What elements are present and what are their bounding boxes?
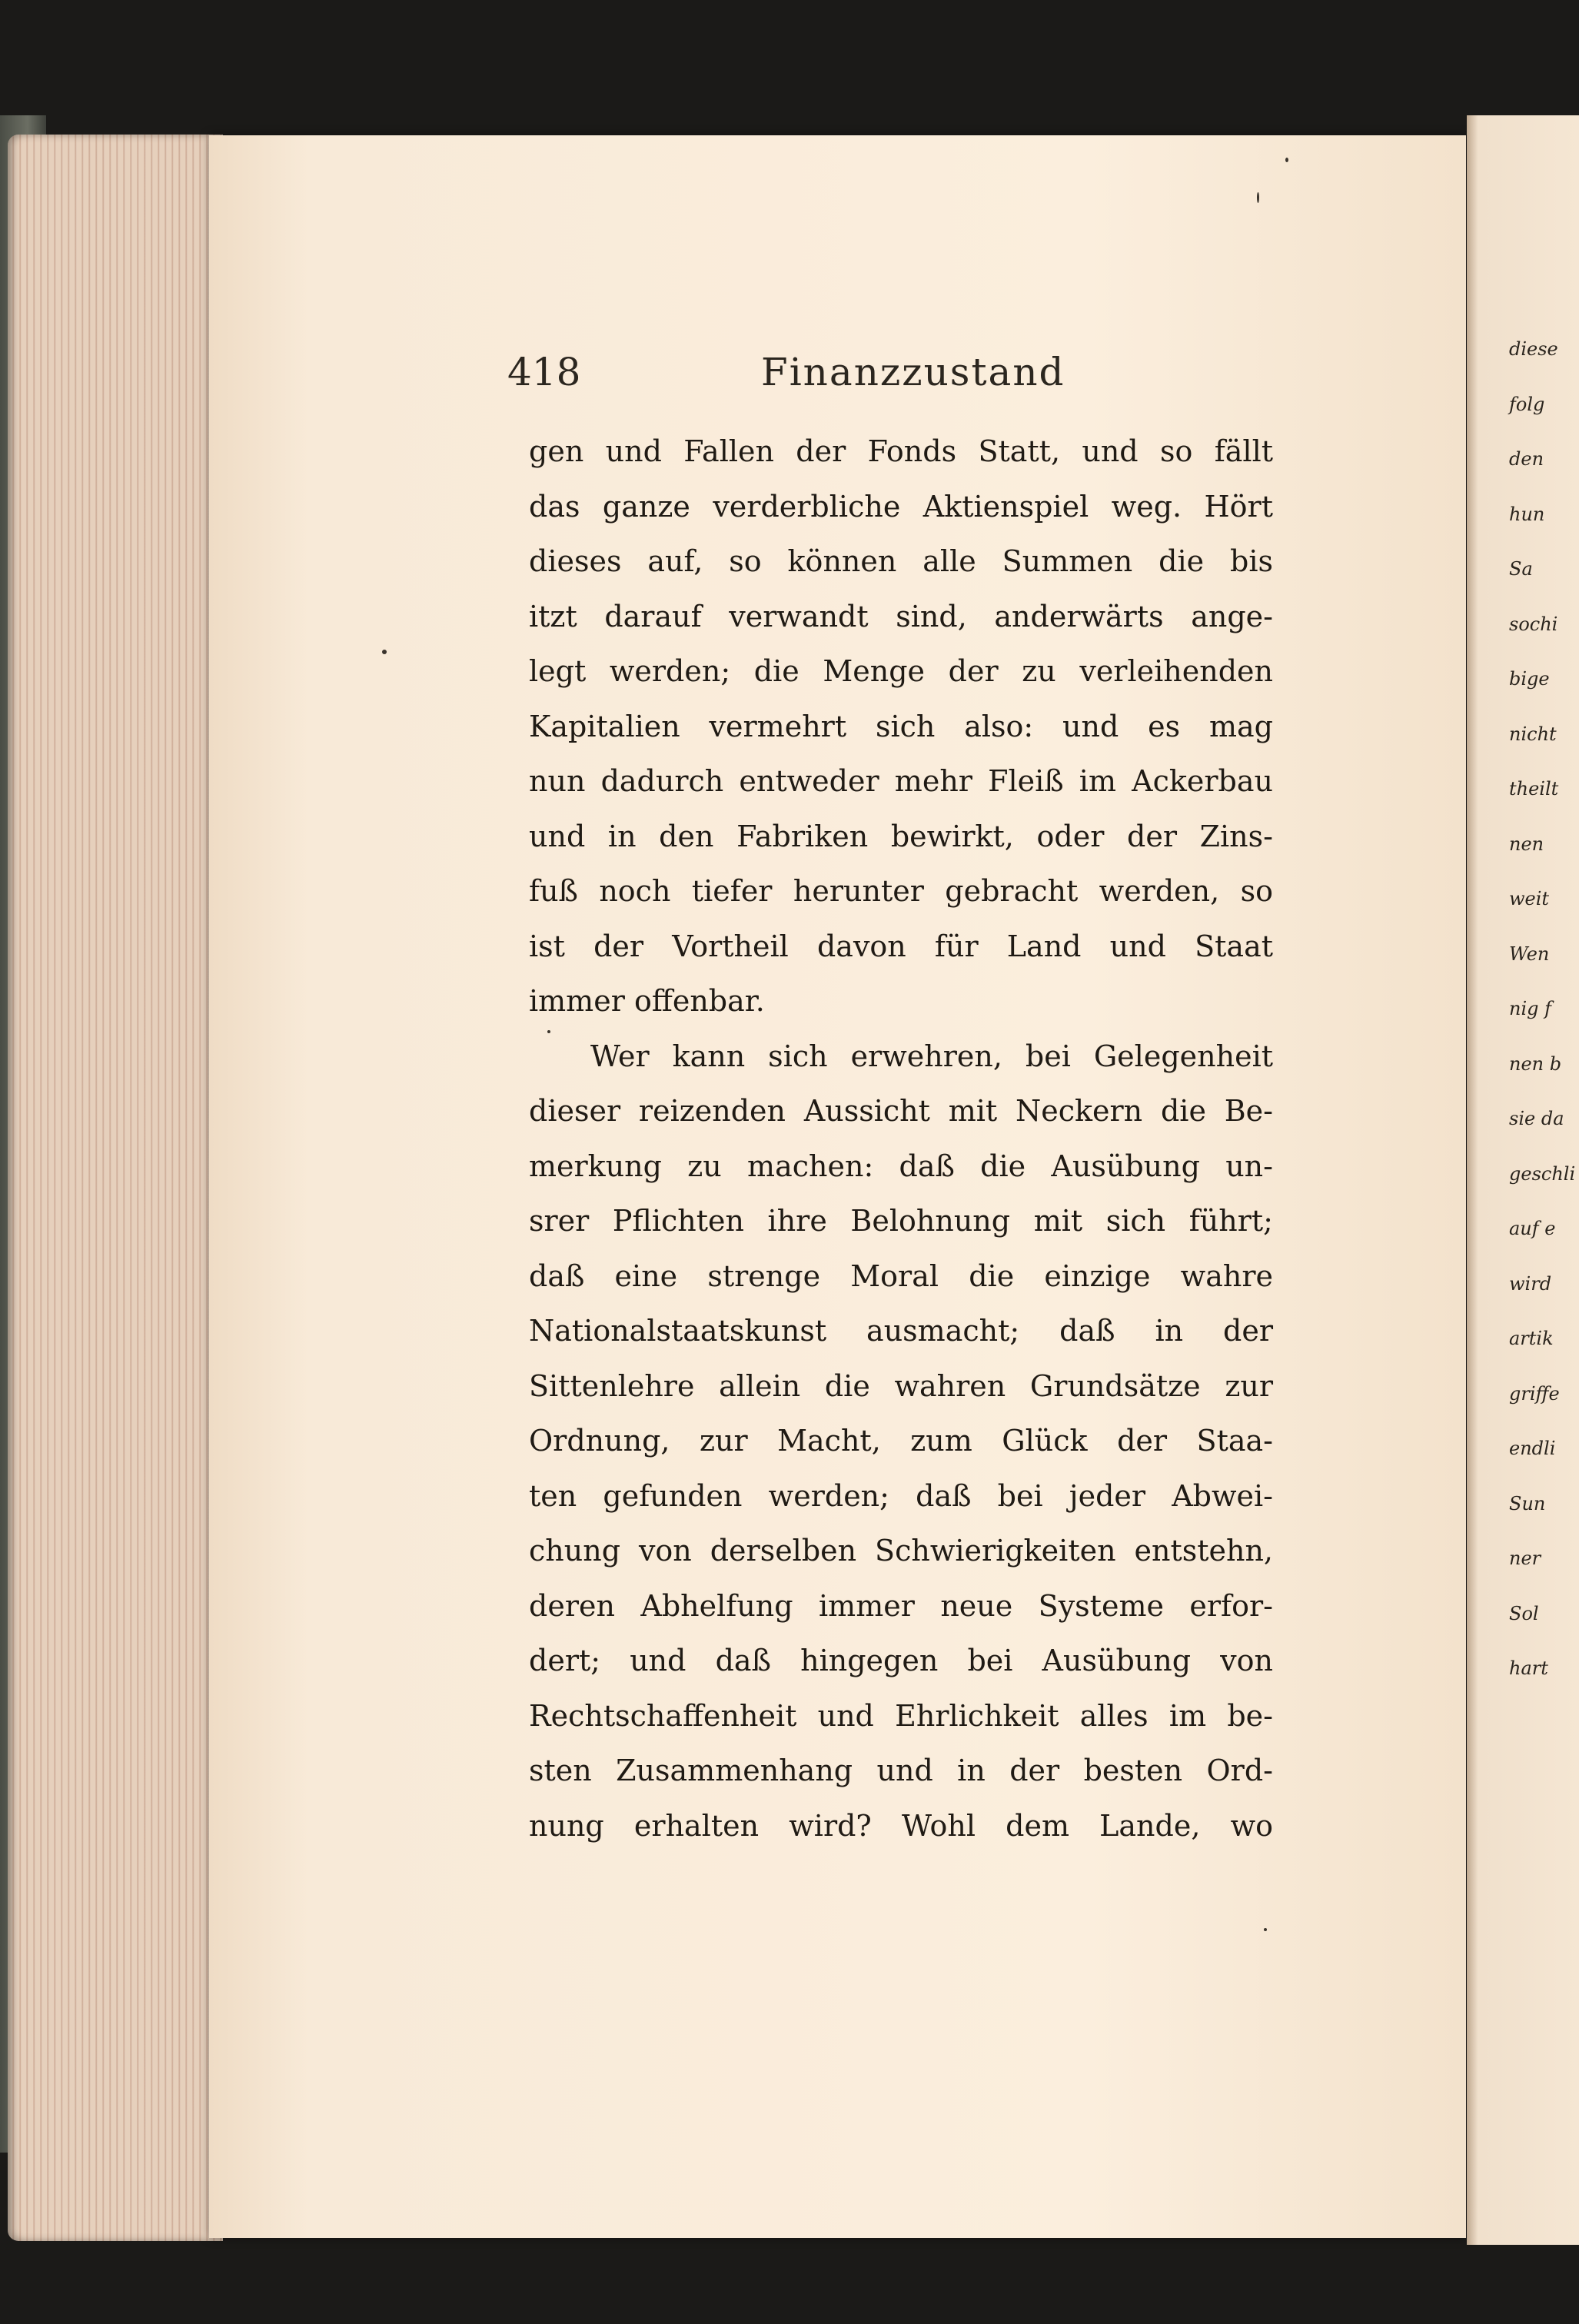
- text-line: und in den Fabriken bewirkt, oder der Zins-: [529, 819, 1273, 853]
- text-line: daß eine strenge Moral die einzige wahre: [529, 1258, 1273, 1293]
- facing-page-fragment: sie da: [1509, 1108, 1564, 1129]
- text-line: chung von derselben Schwierigkeiten entstehn,: [529, 1534, 1273, 1568]
- text-line: das ganze verderbliche Aktienspiel weg. Hört: [529, 489, 1273, 524]
- paragraph-1: [529, 424, 1273, 1029]
- facing-page-fragment: theilt: [1509, 778, 1559, 800]
- text-line: sten Zusammenhang und in der besten Ord-: [529, 1754, 1273, 1787]
- facing-page-fragment: nen b: [1509, 1052, 1562, 1075]
- page-number: 418: [507, 350, 581, 394]
- facing-page-fragment: Sa: [1509, 558, 1533, 580]
- paper-speck: [547, 1030, 550, 1033]
- text-line: Rechtschaffenheit und Ehrlichkeit alles im be-: [529, 1698, 1273, 1733]
- facing-page-fragment: Sun: [1509, 1492, 1546, 1514]
- text-line: nun dadurch entweder mehr Fleiß im Ackerbau: [529, 764, 1273, 798]
- facing-page-fragment: den: [1509, 448, 1544, 470]
- paragraph-2: [529, 1029, 1273, 1854]
- text-line: Wer kann sich erwehren, bei Gelegenheit: [590, 1039, 1273, 1073]
- text-line: ist der Vortheil davon für Land und Staat: [529, 929, 1273, 963]
- text-line: dieses auf, so können alle Summen die bis: [529, 544, 1273, 578]
- facing-page-fragment: endli: [1509, 1438, 1556, 1459]
- text-line: gen und Fallen der Fonds Statt, und so fällt: [529, 434, 1273, 468]
- facing-page-fragment: bige: [1509, 668, 1550, 690]
- page-edges: [8, 135, 223, 2241]
- text-line: immer offenbar.: [529, 984, 765, 1018]
- facing-page-fragment: wird: [1509, 1272, 1552, 1295]
- page-header: [507, 350, 1276, 404]
- text-line: Nationalstaatskunst ausmacht; daß in der: [529, 1314, 1273, 1348]
- running-title: Finanzzustand: [761, 350, 1065, 394]
- text-line: Kapitalien vermehrt sich also: und es mag: [529, 709, 1273, 743]
- facing-page-fragment: auf e: [1509, 1218, 1556, 1239]
- text-line: Sittenlehre allein die wahren Grundsätze zur: [529, 1368, 1273, 1403]
- text-line: itzt darauf verwandt sind, anderwärts ange-: [529, 599, 1273, 633]
- paper-speck: [1257, 192, 1259, 203]
- facing-page-fragment: folg: [1509, 393, 1545, 415]
- facing-page-fragment: Sol: [1509, 1602, 1539, 1624]
- text-line: nung erhalten wird? Wohl dem Lande, wo: [529, 1808, 1273, 1843]
- facing-page-fragment: geschli: [1509, 1162, 1576, 1185]
- text-line: deren Abhelfung immer neue Systeme erfor-: [529, 1588, 1273, 1623]
- text-line: dert; und daß hingegen bei Ausübung von: [529, 1644, 1273, 1677]
- facing-page-fragment: hun: [1509, 503, 1545, 525]
- text-line: ten gefunden werden; daß bei jeder Abwei-: [529, 1478, 1273, 1513]
- facing-page: [1467, 115, 1579, 2245]
- text-line: merkung zu machen: daß die Ausübung un-: [529, 1149, 1273, 1183]
- facing-page-fragment: diese: [1509, 338, 1558, 360]
- text-line: dieser reizenden Aussicht mit Neckern die Be-: [529, 1094, 1273, 1128]
- paper-speck: [1285, 158, 1288, 162]
- text-line: Ordnung, zur Macht, zum Glück der Staa-: [529, 1424, 1273, 1458]
- paper-speck: [382, 650, 387, 654]
- facing-page-fragment: artik: [1509, 1328, 1554, 1349]
- facing-page-fragment: nicht: [1509, 723, 1557, 745]
- facing-page-fragment: nen: [1509, 833, 1544, 855]
- text-line: fuß noch tiefer herunter gebracht werden, so: [529, 874, 1273, 908]
- facing-page-fragment: ner: [1509, 1548, 1541, 1569]
- text-line: legt werden; die Menge der zu verleihenden: [529, 654, 1273, 688]
- facing-page-fragment: hart: [1509, 1657, 1548, 1679]
- paper-speck: [1264, 1928, 1267, 1931]
- facing-page-fragment: griffe: [1509, 1382, 1560, 1405]
- facing-page-fragment: nig f: [1509, 998, 1552, 1019]
- facing-page-fragment: weit: [1509, 888, 1550, 909]
- body-text: [529, 424, 1273, 1854]
- text-line: srer Pflichten ihre Belohnung mit sich führt;: [529, 1204, 1273, 1238]
- facing-page-fragment: sochi: [1509, 613, 1558, 635]
- facing-page-fragment: Wen: [1509, 943, 1550, 965]
